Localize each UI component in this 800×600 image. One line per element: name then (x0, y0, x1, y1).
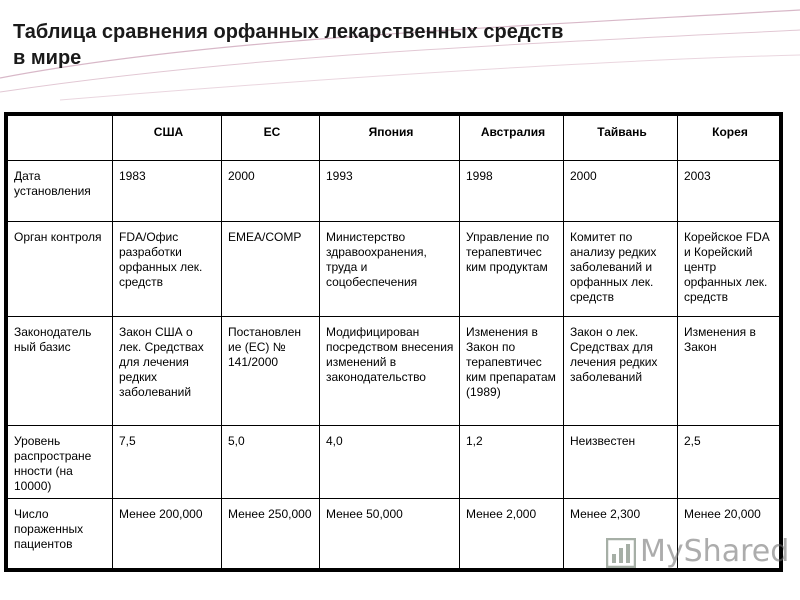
table-cell: 1998 (460, 161, 564, 222)
table-cell: Изменения в Закон (678, 317, 780, 426)
header-cell: ЕС (222, 116, 320, 161)
comparison-table-frame (4, 112, 783, 572)
table-header-row (8, 116, 780, 161)
table-cell: Комитет по анализу редких заболеваний и орфанных лек. средств (564, 222, 678, 317)
table-cell: 1983 (113, 161, 222, 222)
table-cell: 1993 (320, 161, 460, 222)
table-cell: Менее 250,000 (222, 499, 320, 569)
table-cell: 1,2 (460, 426, 564, 499)
table-cell: Изменения в Закон по терапевтичес ким препаратам (1989) (460, 317, 564, 426)
table-cell: Постановлен ие (ЕС) № 141/2000 (222, 317, 320, 426)
table-cell: FDA/Офис разработки орфанных лек. средств (113, 222, 222, 317)
row-label-cell: Законодатель ный базис (8, 317, 113, 426)
table-cell: Неизвестен (564, 426, 678, 499)
table-cell: EMEA/COMP (222, 222, 320, 317)
table-cell: 4,0 (320, 426, 460, 499)
table-row (8, 317, 780, 426)
table-row (8, 426, 780, 499)
table-cell: 2,5 (678, 426, 780, 499)
table-cell: Менее 2,300 (564, 499, 678, 569)
table-cell: Менее 50,000 (320, 499, 460, 569)
table-cell: Закон США о лек. Средствах для лечения редких заболеваний (113, 317, 222, 426)
table-cell: Управление по терапевтичес ким продуктам (460, 222, 564, 317)
row-label-cell: Уровень распростране нности (на 10000) (8, 426, 113, 499)
header-cell (8, 116, 113, 161)
table-cell: Корейское FDA и Корейский центр орфанных лек. средств (678, 222, 780, 317)
comparison-table (7, 115, 780, 569)
table-row (8, 222, 780, 317)
header-cell: Австралия (460, 116, 564, 161)
row-label-cell: Дата установления (8, 161, 113, 222)
table-cell: Менее 2,000 (460, 499, 564, 569)
header-cell: Япония (320, 116, 460, 161)
table-cell: 2000 (564, 161, 678, 222)
table-cell: 2000 (222, 161, 320, 222)
header-cell: Тайвань (564, 116, 678, 161)
table-cell: Министерство здравоохранения, труда и соцобеспечения (320, 222, 460, 317)
table-cell: Модифицирован посредством внесения изменений в законодательство (320, 317, 460, 426)
table-cell: Менее 200,000 (113, 499, 222, 569)
table-cell: 7,5 (113, 426, 222, 499)
row-label-cell: Орган контроля (8, 222, 113, 317)
table-cell: Менее 20,000 (678, 499, 780, 569)
header-cell: Корея (678, 116, 780, 161)
page-title: Таблица сравнения орфанных лекарственных средств в мире (13, 21, 564, 69)
table-row (8, 161, 780, 222)
watermark-text: MyShared (640, 534, 790, 569)
table-cell: 2003 (678, 161, 780, 222)
watermark (606, 532, 790, 576)
header-cell: США (113, 116, 222, 161)
row-label-cell: Число пораженных пациентов (8, 499, 113, 569)
table-cell: Закон о лек. Средствах для лечения редких заболеваний (564, 317, 678, 426)
bar-chart-icon (606, 538, 636, 568)
table-cell: 5,0 (222, 426, 320, 499)
